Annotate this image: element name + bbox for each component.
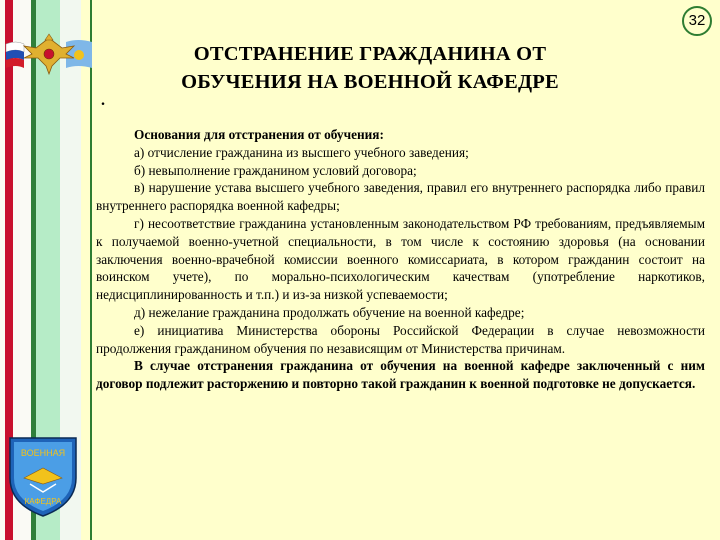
title-line-1: ОТСТРАНЕНИЕ ГРАЖДАНИНА ОТ [193, 43, 547, 65]
slide-title [150, 40, 590, 96]
content-body [96, 126, 705, 393]
content-heading: Основания для отстранения от обучения: [134, 127, 384, 142]
list-item: г) несоответствие гражданина установленным законодательством РФ требованиям, предъявляемым к получаемой военно-учетной специальности, в том числе к состоянию здоровья (на основании заключения военно-врачебной комиссии военного комиссариата, в котором гражданин состоит на воинском учете), по морально-психологическим качествам (употребление наркотиков, недисциплинированность и т.п.) и из-за низкой успеваемости; [96, 215, 705, 303]
eagle-icon [24, 34, 74, 74]
list-item: б) невыполнение гражданином условий договора; [134, 162, 417, 178]
bullet-marker: . [101, 92, 105, 109]
russian-flag-icon [6, 42, 24, 68]
list-item: в) нарушение устава высшего учебного заведения, правил его внутреннего распорядка либо правил внутреннего распорядка военной кафедры; [96, 180, 705, 214]
emblem-icon [2, 28, 96, 80]
stripe-yellow [81, 0, 90, 540]
list-item: а) отчисление гражданина из высшего учебного заведения; [134, 144, 469, 160]
shield-icon [4, 434, 82, 518]
list-item: е) инициатива Министерства обороны Российской Федерации в случае невозможности продолжения гражданином обучения по независящим от Министерства причинам. [96, 322, 705, 356]
stripe-divider-line [90, 0, 92, 540]
military-department-badge [4, 434, 82, 518]
badge-bottom-text: КАФЕДРА [24, 497, 62, 506]
badge-top-text: ВОЕННАЯ [20, 448, 66, 458]
title-line-2: ОБУЧЕНИЯ НА ВОЕННОЙ КАФЕДРЕ [181, 71, 559, 93]
slide-number: 32 [682, 6, 712, 36]
final-paragraph: В случае отстранения гражданина от обучения на военной кафедре заключенный с ним договор подлежит расторжению и повторно такой гражданин к военной подготовке не допускается. [96, 358, 705, 392]
air-force-flag-icon [66, 40, 92, 68]
list-item: д) нежелание гражданина продолжать обучение на военной кафедре; [134, 304, 525, 320]
